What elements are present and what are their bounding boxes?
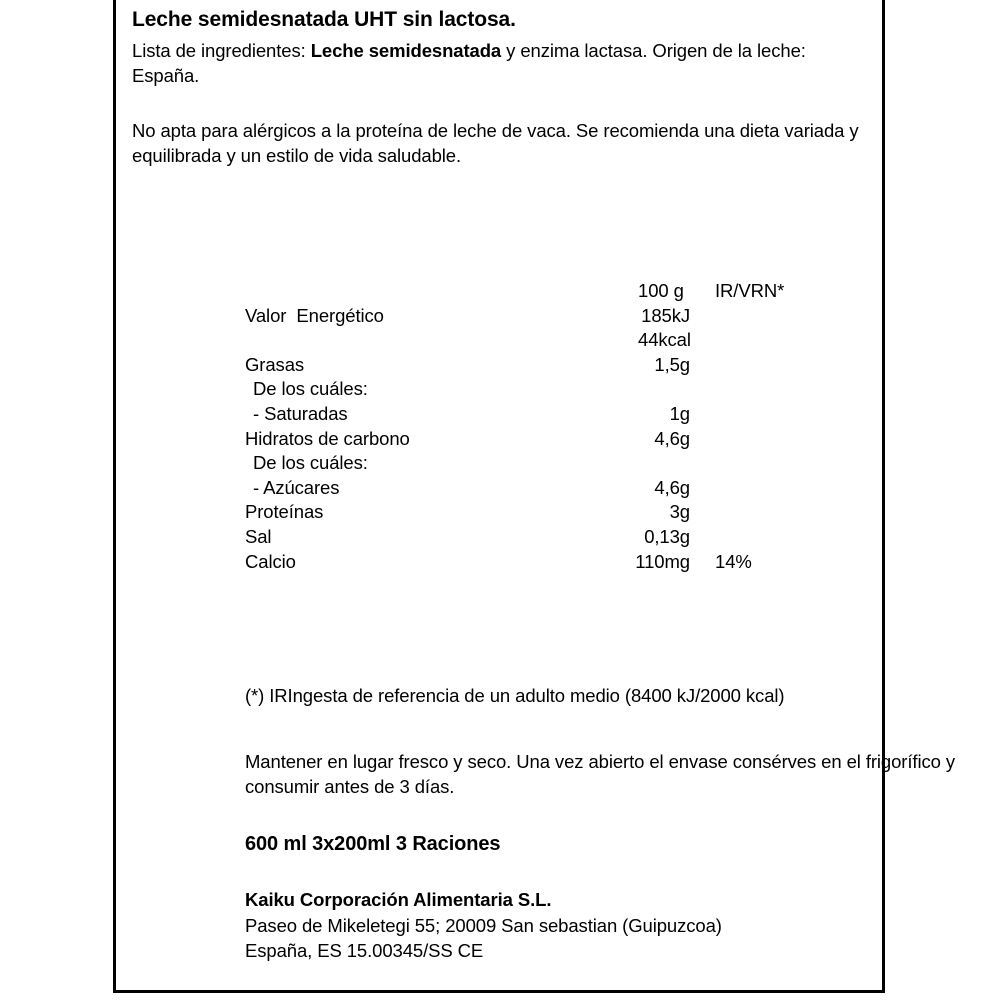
company-address-line-1: Paseo de Mikeletegi 55; 20009 San sebastian (Guipuzcoa) bbox=[245, 914, 722, 936]
nutrition-header-row bbox=[245, 280, 805, 305]
spacer bbox=[245, 799, 985, 832]
ingredients-prefix: Lista de ingredientes: bbox=[132, 40, 311, 61]
nutrition-row-value: 44kcal bbox=[638, 329, 691, 351]
spacer bbox=[245, 857, 985, 887]
nutrition-row-group bbox=[245, 305, 805, 576]
spacer bbox=[245, 708, 985, 749]
nutrition-row-label: De los cuáles: bbox=[253, 452, 368, 474]
ingredients-list bbox=[132, 38, 870, 88]
nutrition-row-value: 4,6g bbox=[654, 427, 690, 449]
storage-instructions: Mantener en lugar fresco y seco. Una vez abierto el envase consérves en el frigorífico y consumir antes de 3 días. bbox=[245, 751, 955, 797]
allergen-notice: No apta para alérgicos a la proteína de leche de vaca. Se recomienda una dieta variada y equilibrada y un estilo de vida saludable. bbox=[132, 120, 859, 166]
nutrition-row bbox=[245, 551, 805, 576]
nutrition-row-label: Calcio bbox=[245, 550, 296, 572]
nutrition-row bbox=[245, 378, 805, 403]
nutrition-row bbox=[245, 329, 805, 354]
product-title: Leche semidesnatada UHT sin lactosa. bbox=[132, 8, 516, 31]
nutrition-row-label: Grasas bbox=[245, 353, 305, 375]
nutrition-row-value: 1g bbox=[669, 402, 690, 424]
nutrition-row-label: Sal bbox=[245, 525, 272, 547]
net-quantity: 600 ml 3x200ml 3 Raciones bbox=[245, 833, 501, 855]
nutrition-row bbox=[245, 501, 805, 526]
nutrition-row bbox=[245, 477, 805, 502]
nutrition-row-label: Valor Energético bbox=[245, 304, 384, 326]
label-header-section bbox=[132, 7, 870, 168]
company-address-line-2: España, ES 15.00345/SS CE bbox=[245, 940, 484, 961]
reference-intake-footnote: (*) IRIngesta de referencia de un adulto medio (8400 kJ/2000 kcal) bbox=[245, 685, 785, 706]
nutrition-row-value: 4,6g bbox=[654, 476, 690, 498]
nutrition-row bbox=[245, 354, 805, 379]
nutrition-row bbox=[245, 452, 805, 477]
nutrition-label-panel bbox=[113, 0, 955, 993]
spacer bbox=[132, 88, 870, 118]
nutrition-row-value: 3g bbox=[669, 501, 690, 523]
nutrition-row bbox=[245, 428, 805, 453]
nutrition-row-value: 110mg bbox=[635, 550, 690, 572]
nutrition-row-label: - Saturadas bbox=[253, 402, 348, 424]
nutrition-col-header-ri: IR/VRN* bbox=[715, 280, 785, 301]
ingredients-bold-term: Leche semidesnatada bbox=[310, 40, 502, 61]
nutrition-table bbox=[245, 280, 805, 575]
nutrition-row bbox=[245, 305, 805, 330]
nutrition-row-label: Proteínas bbox=[245, 501, 324, 523]
company-name: Kaiku Corporación Alimentaria S.L. bbox=[245, 889, 552, 910]
nutrition-row-label: - Azúcares bbox=[253, 476, 340, 498]
nutrition-row bbox=[245, 403, 805, 428]
nutrition-row-value: 1,5g bbox=[654, 353, 690, 375]
nutrition-row-value: 0,13g bbox=[644, 525, 690, 547]
nutrition-row-percent: 14% bbox=[715, 550, 752, 572]
label-footer-section bbox=[245, 683, 985, 964]
nutrition-row-value: 185kJ bbox=[641, 304, 690, 326]
nutrition-row-label: De los cuáles: bbox=[253, 378, 368, 400]
nutrition-col-header-amount: 100 g bbox=[638, 280, 684, 301]
nutrition-row-label: Hidratos de carbono bbox=[245, 427, 410, 449]
nutrition-row bbox=[245, 526, 805, 551]
ingredients-suffix: y enzima lactasa. Origen de la leche: España. bbox=[132, 40, 806, 86]
